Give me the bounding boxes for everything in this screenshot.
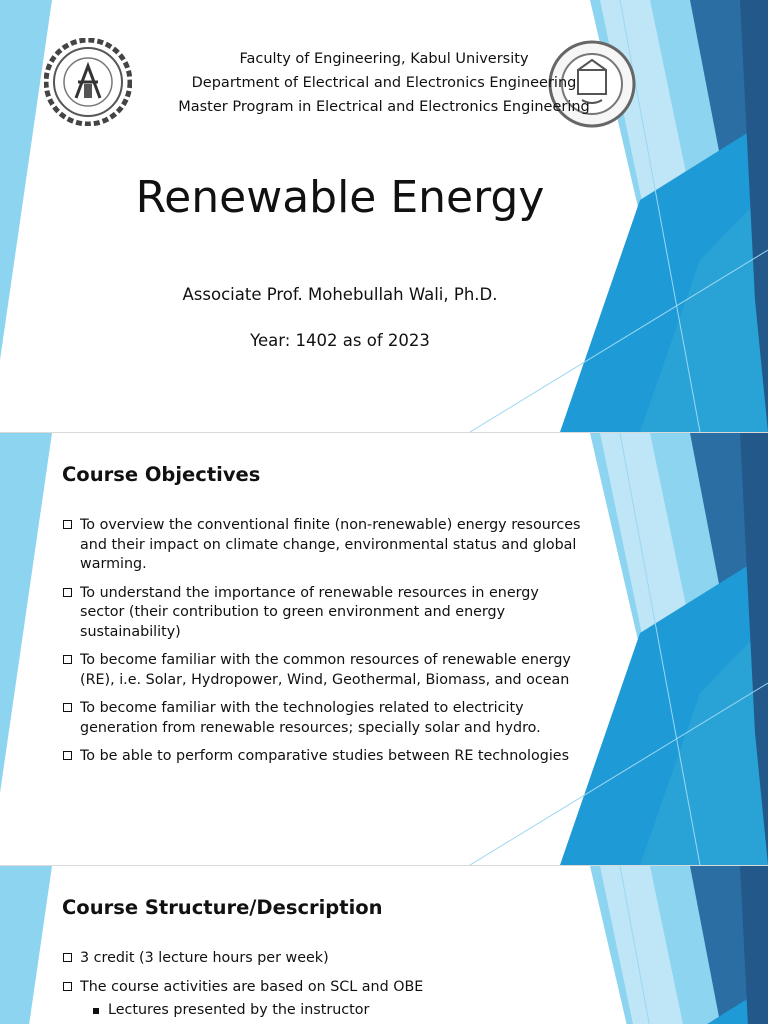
list-subitem: Lectures presented by the instructor xyxy=(62,1001,582,1021)
objectives-list xyxy=(62,516,582,776)
square-bullet-icon xyxy=(93,1008,99,1014)
presentation-title: Renewable Energy xyxy=(135,172,545,223)
title-slide xyxy=(0,0,768,432)
list-item: To overview the conventional finite (non-renewable) energy resources and their impact on climate change, environmental status and global warming. xyxy=(62,516,582,575)
list-item: To become familiar with the technologies related to electricity generation from renewable resources; specially solar and hydro. xyxy=(62,699,582,738)
checkbox-bullet-icon xyxy=(63,751,72,760)
list-item: To understand the importance of renewable resources in energy sector (their contribution to green environment and energy sustainability) xyxy=(62,584,582,643)
list-item: 3 credit (3 lecture hours per week) xyxy=(62,949,582,969)
year-line: Year: 1402 as of 2023 xyxy=(250,331,430,350)
list-item: The course activities are based on SCL and OBE xyxy=(62,978,582,998)
slide-title: Course Objectives xyxy=(62,463,261,486)
course-structure-slide xyxy=(0,866,768,1024)
checkbox-bullet-icon xyxy=(63,588,72,597)
list-item: To become familiar with the common resources of renewable energy (RE), i.e. Solar, Hydropower, Wind, Geothermal, Biomass, and ocean xyxy=(62,651,582,690)
course-objectives-slide xyxy=(0,433,768,865)
slide-title: Course Structure/Description xyxy=(62,896,383,919)
author-name: Associate Prof. Mohebullah Wali, Ph.D. xyxy=(182,285,498,304)
program-line: Master Program in Electrical and Electronics Engineering xyxy=(178,99,590,115)
structure-list xyxy=(62,949,582,1024)
faculty-line: Faculty of Engineering, Kabul University xyxy=(239,51,529,67)
checkbox-bullet-icon xyxy=(63,953,72,962)
checkbox-bullet-icon xyxy=(63,982,72,991)
institution-header xyxy=(0,47,768,119)
checkbox-bullet-icon xyxy=(63,703,72,712)
list-item: To be able to perform comparative studies between RE technologies xyxy=(62,747,582,767)
department-line: Department of Electrical and Electronics Engineering xyxy=(191,75,577,91)
checkbox-bullet-icon xyxy=(63,655,72,664)
checkbox-bullet-icon xyxy=(63,520,72,529)
